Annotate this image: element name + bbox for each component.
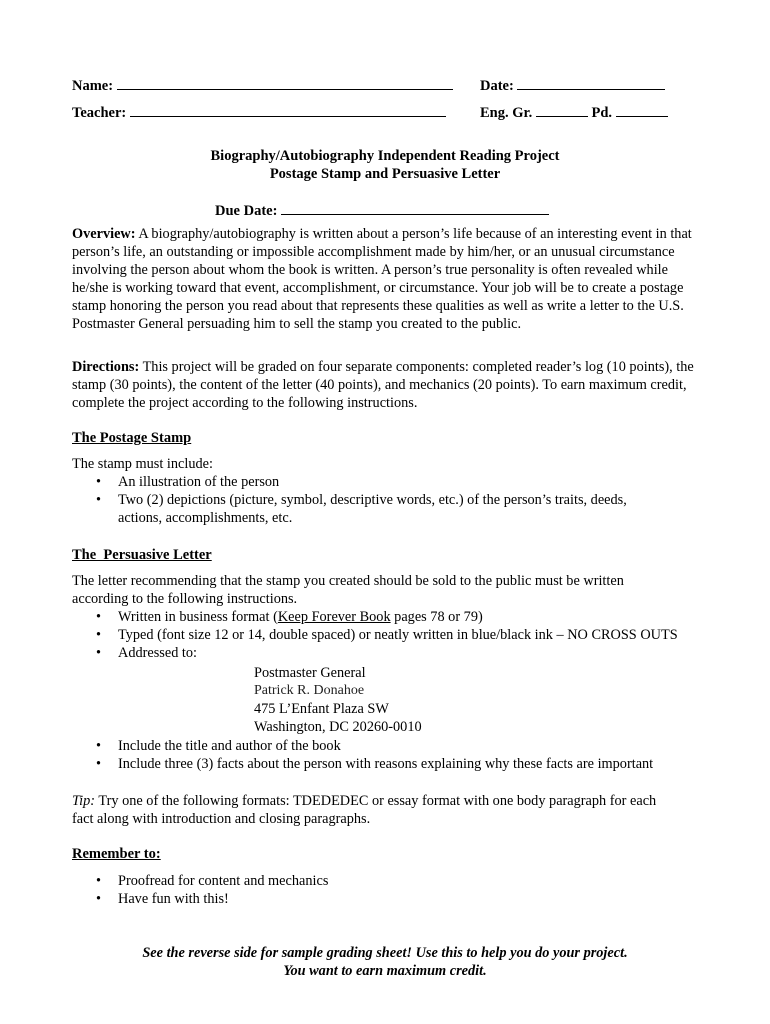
due-date-label: Due Date: <box>215 203 278 219</box>
stamp-list <box>72 473 712 527</box>
bullet-icon: • <box>96 738 102 754</box>
overview-text: A biography/autobiography is written about a person’s life because of an interesting event in that person’s life, an outstanding or impossible accomplishment made by him/her, or an unusual circumstance involving the person about whom the book is written. A person’s true personality is often revealed while he/she is working toward that event, accomplishment, or circumstance. Your job will be to create a postage stamp honoring the person you read about that represents these qualities as well as write a letter to the U.S. Postmaster General persuading him to sell the stamp you created to the public. <box>72 226 692 332</box>
pd-blank <box>616 103 668 117</box>
directions-label: Directions: <box>72 359 140 375</box>
letter-intro: The letter recommending that the stamp you created should be sold to the public must be written according to the following instructions. <box>72 573 624 607</box>
eng-gr-blank <box>536 103 588 117</box>
letter-heading: The Persuasive Letter <box>72 547 212 563</box>
name-row <box>72 76 453 95</box>
due-date-blank <box>281 201 549 215</box>
eng-gr-label: Eng. Gr. <box>480 105 533 121</box>
due-date-row <box>215 201 549 220</box>
date-label: Date: <box>480 78 514 94</box>
teacher-blank <box>130 103 446 117</box>
grade-period-row <box>480 103 668 122</box>
list-item: • Proofread for content and mechanics <box>96 873 329 889</box>
footer-line-2: You want to earn maximum credit. <box>283 963 487 979</box>
list-item: • Include three (3) facts about the person with reasons explaining why these facts are important <box>96 756 654 772</box>
address-block <box>254 664 422 736</box>
overview-label: Overview: <box>72 226 136 242</box>
remember-list <box>72 872 712 908</box>
tip-label: Tip: <box>72 793 96 809</box>
title-line-2: Postage Stamp and Persuasive Letter <box>269 166 501 182</box>
bullet-icon: • <box>96 645 102 661</box>
name-blank <box>117 76 453 90</box>
bullet-icon: • <box>96 474 102 490</box>
bullet-icon: • <box>96 756 102 772</box>
letter-list-continued <box>72 737 712 773</box>
directions-text: This project will be graded on four separate components: completed reader’s log (10 points), the stamp (30 points), the content of the letter (40 points), and mechanics (20 points). To earn maximum credit, complete the project according to the following instructions. <box>72 359 694 411</box>
address-line: Patrick R. Donahoe <box>254 683 365 698</box>
bullet-icon: • <box>96 609 102 625</box>
letter-list <box>72 608 712 662</box>
tip-text: Try one of the following formats: TDEDEDEC or essay format with one body paragraph for each fact along with introduction and closing paragraphs. <box>72 793 657 827</box>
bullet-icon: • <box>96 492 102 508</box>
list-item: • Addressed to: <box>96 645 198 661</box>
stamp-intro: The stamp must include: <box>72 456 213 472</box>
overview-paragraph <box>72 225 704 333</box>
address-line: Postmaster General <box>254 665 366 681</box>
date-row <box>480 76 665 95</box>
address-line: Washington, DC 20260-0010 <box>254 719 422 735</box>
name-label: Name: <box>72 78 114 94</box>
list-item: • Include the title and author of the book <box>96 738 341 754</box>
stamp-heading: The Postage Stamp <box>72 430 192 446</box>
list-item: • Written in business format (Keep Forever Book pages 78 or 79) <box>96 609 483 625</box>
list-item: • Typed (font size 12 or 14, double spaced) or neatly written in blue/black ink – NO CROSS OUTS <box>96 627 678 643</box>
list-item: • Have fun with this! <box>96 891 229 907</box>
teacher-row <box>72 103 446 122</box>
list-item: • An illustration of the person <box>96 474 280 490</box>
directions-paragraph <box>72 358 704 412</box>
address-line: 475 L’Enfant Plaza SW <box>254 701 389 717</box>
footer-line-1: See the reverse side for sample grading sheet! Use this to help you do your project. <box>142 945 628 961</box>
bullet-icon: • <box>96 873 102 889</box>
remember-heading: Remember to: <box>72 846 161 862</box>
list-item: • Two (2) depictions (picture, symbol, descriptive words, etc.) of the person’s traits, deeds, actions, accomplishments, etc. <box>96 492 627 526</box>
bullet-icon: • <box>96 627 102 643</box>
teacher-label: Teacher: <box>72 105 127 121</box>
title-line-1: Biography/Autobiography Independent Reading Project <box>210 148 560 164</box>
date-blank <box>517 76 665 90</box>
keep-forever-book-reference: Keep Forever Book <box>277 609 391 625</box>
pd-label: Pd. <box>591 105 613 121</box>
tip-paragraph <box>72 792 672 828</box>
bullet-icon: • <box>96 891 102 907</box>
